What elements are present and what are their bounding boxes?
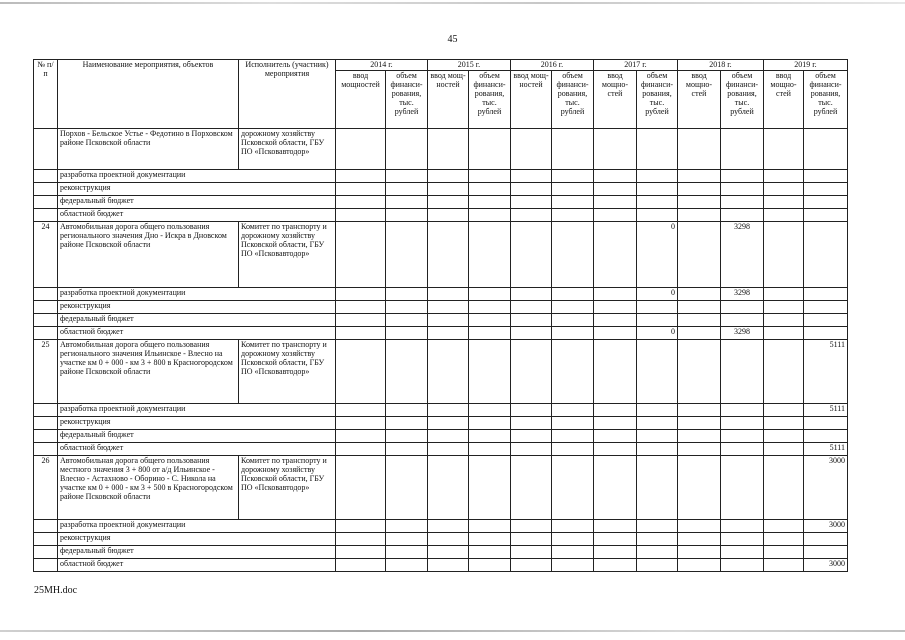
row-name: областной бюджет: [58, 327, 336, 340]
header-name: Наименование мероприятия, объектов: [58, 60, 239, 129]
header-sub-financing: объем финанси-рования, тыс. рублей: [386, 71, 428, 129]
header-year-2017: 2017 г.: [594, 60, 678, 71]
row-name: областной бюджет: [58, 443, 336, 456]
row-name: Автомобильная дорога общего пользования регионального значения Ильинское - Влесно на участке км 0 + 000 - км 3 + 800 в Красногородском районе Псковской области: [58, 340, 239, 404]
table-row: [34, 301, 848, 314]
cell-value: 5111: [804, 340, 848, 404]
header-sub-financing: объем финанси-рования, тыс. рублей: [721, 71, 764, 129]
cell-value: 3000: [804, 456, 848, 520]
cell-value: 3298: [721, 327, 764, 340]
row-name: реконструкция: [58, 183, 336, 196]
table-row: [34, 417, 848, 430]
row-name: Порхов - Бельское Устье - Федотино в Порховском районе Псковской области: [58, 129, 239, 170]
row-executor: Комитет по транспорту и дорожному хозяйству Псковской области, ГБУ ПО «Псковавтодор»: [239, 340, 336, 404]
header-num: № п/п: [34, 60, 58, 129]
table-row: [34, 209, 848, 222]
row-name: Автомобильная дорога общего пользования местного значения 3 + 800 от а/д Ильинское - Влесно - Астахново - Оборино - С. Никола на участке км 0 + 000 - км 3 + 500 в Красногородском районе Псковской области: [58, 456, 239, 520]
row-name: федеральный бюджет: [58, 430, 336, 443]
table-row: [34, 129, 848, 170]
cell-value: 0: [637, 222, 678, 288]
row-number: 25: [34, 340, 58, 404]
row-name: федеральный бюджет: [58, 314, 336, 327]
header-year-2019: 2019 г.: [764, 60, 848, 71]
row-name: реконструкция: [58, 301, 336, 314]
table-row: [34, 196, 848, 209]
row-name: реконструкция: [58, 417, 336, 430]
cell-value: 3000: [804, 520, 848, 533]
row-name: разработка проектной документации: [58, 288, 336, 301]
header-sub-capacity: ввод мощ-ностей: [428, 71, 469, 129]
row-executor: Комитет по транспорту и дорожному хозяйству Псковской области, ГБУ ПО «Псковавтодор»: [239, 222, 336, 288]
table-row: [34, 559, 848, 572]
row-name: разработка проектной документации: [58, 520, 336, 533]
cell-value: 0: [637, 327, 678, 340]
table-row: [34, 533, 848, 546]
scan-edge-top: [0, 2, 905, 4]
row-name: федеральный бюджет: [58, 546, 336, 559]
row-executor: дорожному хозяйству Псковской области, ГБУ ПО «Псковавтодор»: [239, 129, 336, 170]
table-row: [34, 520, 848, 533]
table-row: [34, 327, 848, 340]
row-number: 26: [34, 456, 58, 520]
header-sub-financing: объем финанси-рования, тыс. рублей: [637, 71, 678, 129]
table-row: [34, 546, 848, 559]
table-row: [34, 288, 848, 301]
row-name: Автомобильная дорога общего пользования регионального значения Дно - Искра в Дновском районе Псковской области: [58, 222, 239, 288]
row-name: областной бюджет: [58, 559, 336, 572]
table-row: [34, 340, 848, 404]
header-sub-financing: объем финанси-рования, тыс. рублей: [804, 71, 848, 129]
cell-value: 0: [637, 288, 678, 301]
header-row-years: [34, 60, 848, 71]
header-sub-capacity: ввод мощно-стей: [594, 71, 637, 129]
table-row: [34, 183, 848, 196]
header-executor: Исполнитель (участник) мероприятия: [239, 60, 336, 129]
table-row: [34, 443, 848, 456]
footer-filename: 25МН.doc: [34, 585, 78, 596]
table-row: [34, 314, 848, 327]
row-name: областной бюджет: [58, 209, 336, 222]
scan-edge-bottom: [0, 630, 905, 632]
cell-value: 3000: [804, 559, 848, 572]
row-name: разработка проектной документации: [58, 170, 336, 183]
row-number: 24: [34, 222, 58, 288]
table-row: [34, 222, 848, 288]
header-sub-capacity: ввод мощ-ностей: [511, 71, 552, 129]
table-row: [34, 430, 848, 443]
row-name: разработка проектной документации: [58, 404, 336, 417]
header-year-2018: 2018 г.: [678, 60, 764, 71]
row-executor: Комитет по транспорту и дорожному хозяйству Псковской области, ГБУ ПО «Псковавтодор»: [239, 456, 336, 520]
header-year-2015: 2015 г.: [428, 60, 511, 71]
header-sub-capacity: ввод мощно-стей: [764, 71, 804, 129]
page-number: 45: [447, 34, 458, 45]
cell-value: 3298: [721, 288, 764, 301]
header-year-2014: 2014 г.: [336, 60, 428, 71]
table-row: [34, 456, 848, 520]
header-sub-financing: объем финанси-рования, тыс. рублей: [552, 71, 594, 129]
row-name: реконструкция: [58, 533, 336, 546]
header-sub-capacity: ввод мощностей: [336, 71, 386, 129]
program-table: [33, 59, 848, 572]
table-row: [34, 170, 848, 183]
row-number: [34, 129, 58, 170]
header-sub-financing: объем финанси-рования, тыс. рублей: [469, 71, 511, 129]
header-year-2016: 2016 г.: [511, 60, 594, 71]
row-name: федеральный бюджет: [58, 196, 336, 209]
cell-value: 3298: [721, 222, 764, 288]
cell-value: 5111: [804, 404, 848, 417]
table-row: [34, 404, 848, 417]
header-sub-capacity: ввод мощно-стей: [678, 71, 721, 129]
cell-value: 5111: [804, 443, 848, 456]
